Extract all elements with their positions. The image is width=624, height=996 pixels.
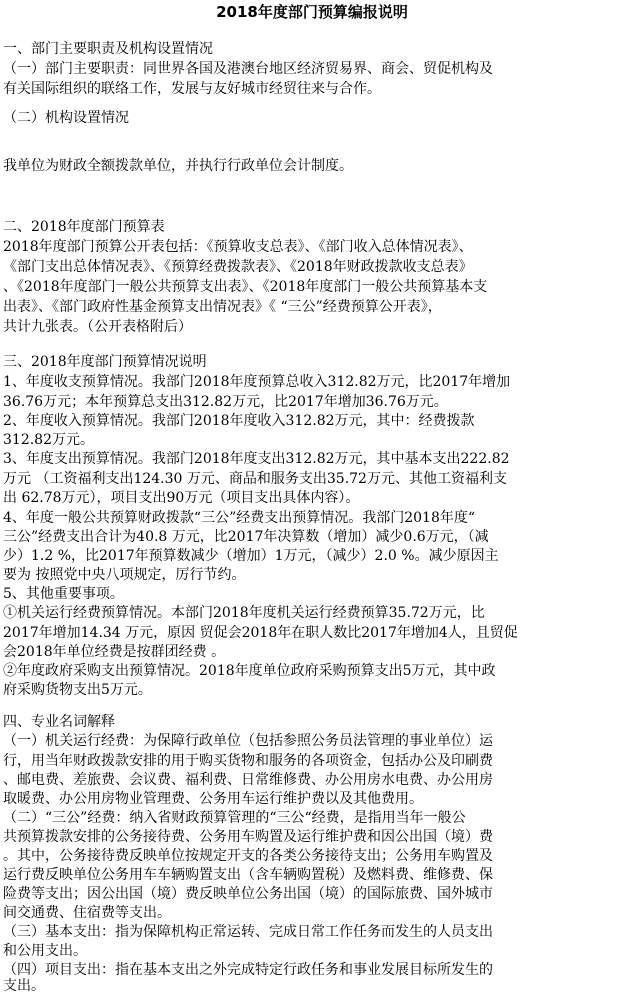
- section-heading: 一、部门主要职责及机构设置情况: [3, 41, 213, 57]
- paragraph-line: 出 62.78万元），项目支出90万元（项目支出具体内容）。: [3, 490, 360, 506]
- paragraph-line: 我单位为财政全额拨款单位，并执行行政单位会计制度。: [3, 158, 353, 174]
- paragraph-line: （一）部门主要职责：同世界各国及港澳台地区经济贸易界、商会、贸促机构及: [3, 61, 493, 77]
- paragraph-line: 、《2018年度部门一般公共预算支出表》、《2018年度部门一般公共预算基本支: [3, 279, 488, 295]
- paragraph-line: 万元 （工资福利支出124.30 万元、商品和服务支出35.72万元、其他工资福利支: [3, 471, 507, 487]
- paragraph-line: ②年度政府采购支出预算情况。2018年度单位政府采购预算支出5万元，其中政: [3, 663, 496, 679]
- paragraph-line: 1、年度收支预算情况。我部门2018年度预算总收入312.82万元，比2017年增加: [3, 374, 511, 390]
- paragraph-line: 和公用支出。: [3, 943, 87, 959]
- paragraph-line: 会2018年单位经费是按群团经费 。: [3, 644, 226, 660]
- paragraph-line: 出表》、《部门政府性基金预算支出情况表》《 “三公”经费预算公开表》，: [3, 299, 442, 315]
- paragraph-line: 共预算拨款安排的公务接待费、公务用车购置及运行维护费和因公出国（境）费: [3, 829, 493, 845]
- paragraph-line: 共计九张表。（公开表格附后）: [3, 319, 192, 335]
- paragraph-line: 2017年增加14.34 万元，原因 贸促会2018年在职人数比2017年增加4人，且贸促: [3, 625, 518, 641]
- paragraph-line: （一）机关运行经费：为保障行政单位（包括参照公务员法管理的事业单位）运: [3, 733, 493, 749]
- paragraph-line: 行，用当年财政拨款安排的用于购买货物和服务的各项资金，包括办公及印刷费: [3, 753, 493, 769]
- paragraph-line: 有关国际组织的联络工作，发展与友好城市经贸往来与合作。: [3, 81, 381, 97]
- paragraph-line: 3、年度支出预算情况。我部门2018年度支出312.82万元，其中基本支出222.82: [3, 451, 510, 467]
- paragraph-line: （四）项目支出：指在基本支出之外完成特定行政任务和事业发展目标所发生的: [3, 962, 493, 978]
- paragraph-line: 36.76万元；本年预算总支出312.82万元，比2017年增加36.76万元。: [3, 394, 448, 410]
- paragraph-line: 。其中，公务接待费反映单位按规定开支的各类公务接待支出；公务用车购置及: [3, 848, 493, 864]
- paragraph-line: （二）“三公”经费：纳入省财政预算管理的“三公“经费，是指用当年一般公: [3, 810, 466, 826]
- paragraph-line: ①机关运行经费预算情况。本部门2018年度机关运行经费预算35.72万元，比: [3, 605, 485, 621]
- paragraph-line: 312.82万元。: [3, 432, 94, 448]
- subsection-heading: （二）机构设置情况: [3, 110, 129, 126]
- paragraph-line: 、邮电费、差旅费、会议费、福利费、日常维修费、办公用房水电费、办公用房: [3, 772, 493, 788]
- paragraph-line: 间交通费、住宿费等支出。: [3, 905, 171, 921]
- section-heading: 四、专业名词解释: [3, 714, 115, 730]
- paragraph-line: 《部门支出总体情况表》、《预算经费拨款表》、《2018年财政拨款收支总表》: [3, 259, 473, 275]
- paragraph-line: 2、年度收入预算情况。我部门2018年度收入312.82万元，其中：经费拨款: [3, 413, 475, 429]
- paragraph-line: 险费等支出；因公出国（境）费反映单位公务出国（境）的国际旅费、国外城市: [3, 886, 493, 902]
- paragraph-line: 府采购货物支出5万元。: [3, 682, 152, 698]
- paragraph-line: 2018年度部门预算公开表包括：《预算收支总表》、《部门收入总体情况表》、: [3, 239, 473, 255]
- paragraph-line: 取暖费、办公用房物业管理费、公务用车运行维护费以及其他费用。: [3, 791, 423, 807]
- paragraph-line: 支出。: [3, 978, 45, 994]
- paragraph-line: （三）基本支出：指为保障机构正常运转、完成日常工作任务而发生的人员支出: [3, 924, 493, 940]
- paragraph-line: 三公”经费支出合计为40.8 万元，比2017年决算数（增加）减少0.6万元，（减: [3, 529, 489, 545]
- paragraph-line: 运行费反映单位公务用车车辆购置支出（含车辆购置税）及燃料费、维修费、保: [3, 867, 493, 883]
- section-heading: 二、2018年度部门预算表: [3, 219, 165, 235]
- section-heading: 三、2018年度部门预算情况说明: [3, 354, 207, 370]
- paragraph-line: 5、其他重要事项。: [3, 586, 124, 602]
- paragraph-line: 要为 按照党中央八项规定，厉行节约。: [3, 567, 246, 583]
- document-title: 2018年度部门预算编报说明: [216, 3, 408, 21]
- paragraph-line: 4、年度一般公共预算财政拨款“三公”经费支出预算情况。我部门2018年度“: [3, 510, 476, 526]
- paragraph-line: 少）1.2 %，比2017年预算数减少（增加）1万元，（减少）2.0 %。减少原因主: [3, 548, 499, 564]
